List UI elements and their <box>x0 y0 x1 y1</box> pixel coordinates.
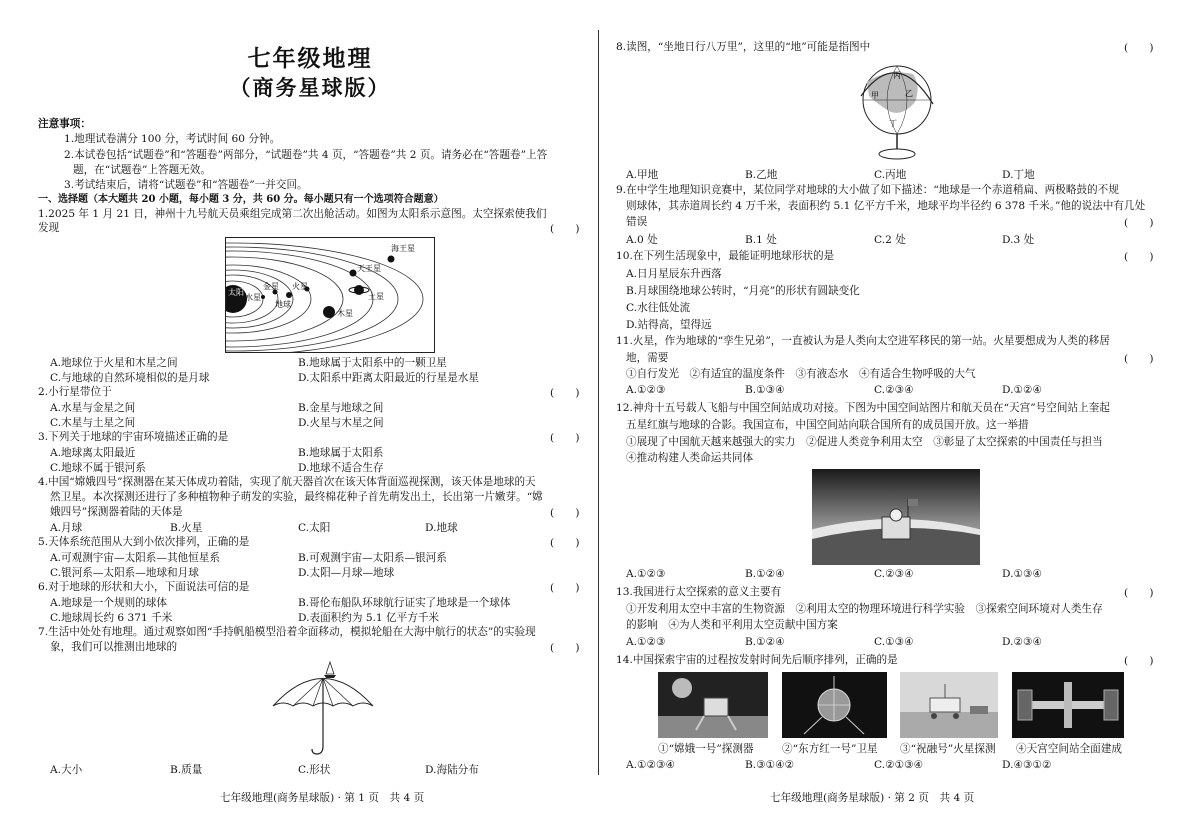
earth-mark <box>286 292 292 298</box>
answer-paren: ( ) <box>1124 217 1154 229</box>
q10-option-b[interactable]: B.月球围绕地球公转时，“月亮”的形状有圆缺变化 <box>626 285 860 297</box>
q3-option-c[interactable]: C.地球不属于银河系 <box>50 462 146 474</box>
q2-option-c[interactable]: C.木星与土星之间 <box>50 417 136 429</box>
question-3: 3.下列关于地球的宇宙环境描述正确的是 <box>38 431 229 443</box>
answer-paren: ( ) <box>1124 251 1154 263</box>
q1-option-a[interactable]: A.地球位于火星和木星之间 <box>50 357 178 369</box>
saturn-label: 土星 <box>368 292 384 301</box>
q14-option-c[interactable]: C.②①③④ <box>874 759 924 771</box>
question-8: 8.读图，“坐地日行八万里”，这里的“地”可能是指图中 <box>616 41 871 53</box>
umbrella-illustration <box>268 656 378 760</box>
q6-option-a[interactable]: A.地球是一个规则的球体 <box>50 597 167 609</box>
page-footer: 七年级地理(商务星球版) · 第 1 页 共 4 页 <box>220 792 425 804</box>
earth-label: 地球 <box>275 300 291 309</box>
q14-option-d[interactable]: D.④③①② <box>1002 759 1052 771</box>
q8-option-b[interactable]: B.乙地 <box>745 169 778 181</box>
q4-option-d[interactable]: D.地球 <box>425 522 458 534</box>
section-heading: 一、选择题（本大题共 20 小题，每小题 3 分，共 60 分。每小题只有一个选项符合题意） <box>38 194 444 205</box>
q10-option-d[interactable]: D.站得高，望得远 <box>626 319 712 331</box>
question-9-cont: 错误 <box>626 216 648 228</box>
q14-caption-4: ④天宫空间站全面建成 <box>1016 743 1122 755</box>
question-12-cont: 五星红旗与地球的合影。我国宣布，中国空间站向联合国所有的成员国开放。这一举措 <box>626 419 1029 431</box>
question-9-cont: 则球体，其赤道周长约 4 万千米，表面积约 5.1 亿平方千米，地球平均半径约 6 378 千米。”他的说法中有几处 <box>626 200 1146 212</box>
question-1: 1.2025 年 1 月 21 日，神州十九号航天员乘组完成第二次出舱活动。如图为太阳系示意图。太空探索使我们 <box>38 208 547 220</box>
jupiter-mark <box>323 306 335 318</box>
answer-paren: ( ) <box>550 642 580 654</box>
globe-label-bing: 丙 <box>893 71 901 80</box>
question-12-items: ④推动构建人类命运共同体 <box>626 452 754 464</box>
zhurong-photo <box>900 672 998 738</box>
question-13-items: 的影响 ④为人类和平利用太空贡献中国方案 <box>626 619 838 631</box>
q5-option-b[interactable]: B.可观测宇宙—太阳系—银河系 <box>298 552 447 564</box>
question-12-items: ①展现了中国航天越来越强大的实力 ②促进人类竞争利用太空 ③彰显了太空探索的中国责任与担当 <box>626 436 1103 448</box>
notice-heading: 注意事项： <box>38 118 91 130</box>
q2-option-d[interactable]: D.火星与木星之间 <box>298 417 384 429</box>
q10-option-c[interactable]: C.水往低处流 <box>626 302 691 314</box>
q7-option-d[interactable]: D.海陆分布 <box>425 764 479 776</box>
q1-option-d[interactable]: D.太阳系中距离太阳最近的行星是水星 <box>298 372 479 384</box>
mercury-label: 水星 <box>245 293 261 302</box>
answer-paren: ( ) <box>550 582 580 594</box>
q2-option-b[interactable]: B.金星与地球之间 <box>298 402 384 414</box>
question-11-cont: 地，需要 <box>626 352 669 364</box>
q3-option-b[interactable]: B.地球属于太阳系 <box>298 447 384 459</box>
left-page <box>30 0 590 837</box>
q6-option-b[interactable]: B.哥伦布船队环球航行证实了地球是一个球体 <box>298 597 511 609</box>
sun-label: 太阳 <box>228 288 244 297</box>
mars-label: 火星 <box>292 282 308 291</box>
q11-option-a[interactable]: A.①②③ <box>626 384 666 396</box>
q4-option-b[interactable]: B.火星 <box>170 522 203 534</box>
question-2: 2.小行星带位于 <box>38 386 112 398</box>
notice-line: 1.地理试卷满分 100 分，考试时间 60 分钟。 <box>64 133 281 145</box>
q11-option-b[interactable]: B.①③④ <box>745 384 785 396</box>
q12-option-d[interactable]: D.①③④ <box>1002 568 1042 580</box>
question-11: 11.火星，作为地球的“孪生兄弟”，一直被认为是人类向太空进军移民的第一站。火星要想成为人类的移居 <box>616 335 1110 347</box>
sailboat-icon <box>326 662 334 674</box>
answer-paren: ( ) <box>1124 587 1154 599</box>
q8-option-d[interactable]: D.丁地 <box>1002 169 1035 181</box>
q9-option-b[interactable]: B.1 处 <box>745 234 777 246</box>
q7-option-b[interactable]: B.质量 <box>170 764 203 776</box>
q13-option-a[interactable]: A.①②③ <box>626 636 666 648</box>
q14-option-b[interactable]: B.③①④② <box>745 759 795 771</box>
q13-option-d[interactable]: D.②③④ <box>1002 636 1042 648</box>
question-4-cont: 然卫星。本次探测还进行了多种植物种子萌发的实验，最终棉花种子首先萌发出土，长出第一片嫩芽。“嫦 <box>50 491 543 503</box>
q8-option-c[interactable]: C.丙地 <box>874 169 907 181</box>
q13-option-c[interactable]: C.①③④ <box>874 636 914 648</box>
q7-option-c[interactable]: C.形状 <box>298 764 331 776</box>
q5-option-d[interactable]: D.太阳—月球—地球 <box>298 567 395 579</box>
answer-paren: ( ) <box>550 387 580 399</box>
exam-subtitle: （商务星球版） <box>229 75 391 100</box>
q12-option-b[interactable]: B.①②④ <box>745 568 785 580</box>
question-4-cont: 娥四号”探测器着陆的天体是 <box>50 506 183 518</box>
answer-paren: ( ) <box>1124 353 1154 365</box>
notice-line: 3.考试结束后，请将“试题卷”和“答题卷”一并交回。 <box>64 179 308 191</box>
solar-system-diagram <box>225 237 435 353</box>
dongfanghong-photo <box>782 672 887 738</box>
q9-option-c[interactable]: C.2 处 <box>874 234 906 246</box>
globe-label-yi: 乙 <box>905 89 913 98</box>
q14-caption-3: ③“祝融号”火星探测 <box>900 743 996 755</box>
page-footer: 七年级地理(商务星球版) · 第 2 页 共 4 页 <box>770 792 975 804</box>
space-station-photo <box>812 469 980 565</box>
q14-caption-2: ②“东方红一号”卫星 <box>782 743 878 755</box>
jupiter-label: 木星 <box>337 309 353 318</box>
notice-line: 题，在“试题卷”上答题无效。 <box>73 164 211 176</box>
q11-option-d[interactable]: D.①②④ <box>1002 384 1042 396</box>
uranus-label: 天王星 <box>357 264 381 273</box>
q9-option-a[interactable]: A.0 处 <box>626 234 658 246</box>
q12-option-a[interactable]: A.①②③ <box>626 568 666 580</box>
q10-option-a[interactable]: A.日月星辰东升西落 <box>626 268 722 280</box>
uranus-mark <box>350 270 357 277</box>
q2-option-a[interactable]: A.水星与金星之间 <box>50 402 136 414</box>
question-5: 5.天体系统范围从大到小依次排列，正确的是 <box>38 536 250 548</box>
q3-option-d[interactable]: D.地球不适合生存 <box>298 462 384 474</box>
answer-paren: ( ) <box>550 223 580 235</box>
neptune-mark <box>388 256 395 263</box>
page-divider <box>598 30 599 775</box>
question-1-cont: 发现 <box>38 222 60 234</box>
answer-paren: ( ) <box>1124 42 1154 54</box>
q4-option-c[interactable]: C.太阳 <box>298 522 331 534</box>
question-9: 9.在中学生地理知识竞赛中，某位同学对地球的大小做了如下描述：“地球是一个赤道稍扁、两极略鼓的不规 <box>616 184 1119 196</box>
right-page <box>612 0 1184 837</box>
q12-option-c[interactable]: C.②③④ <box>874 568 914 580</box>
q4-option-a[interactable]: A.月球 <box>50 522 83 534</box>
q5-option-a[interactable]: A.可观测宇宙—太阳系—其他恒星系 <box>50 552 220 564</box>
q8-option-a[interactable]: A.甲地 <box>626 169 659 181</box>
tiangong-photo <box>1012 672 1124 738</box>
question-13-items: ①开发利用太空中丰富的生物资源 ②利用太空的物理环境进行科学实验 ③探索空间环境对人类生存 <box>626 603 1103 615</box>
globe-illustration <box>857 56 937 164</box>
question-4: 4.中国“嫦娥四号”探测器在某天体成功着陆，实现了航天器首次在该天体背面巡视探测，该天体是地球的天 <box>38 476 536 488</box>
question-7-cont: 象，我们可以推测出地球的 <box>50 641 178 653</box>
q14-caption-1: ①“嫦娥一号”探测器 <box>658 743 754 755</box>
answer-paren: ( ) <box>550 537 580 549</box>
notice-line: 2.本试卷包括“试题卷”和“答题卷”两部分，“试题卷”共 4 页，“答题卷”共 2 页。请务必在“答题卷”上答 <box>64 149 548 161</box>
q3-option-a[interactable]: A.地球离太阳最近 <box>50 447 136 459</box>
question-7: 7.生活中处处有地理。通过观察如图“手持帆船模型沿着伞面移动，模拟轮船在大海中航行的状态”的实验现 <box>38 626 536 638</box>
question-14: 14.中国探索宇宙的过程按发射时间先后顺序排列，正确的是 <box>616 654 898 666</box>
q1-option-c[interactable]: C.与地球的自然环境相似的是月球 <box>50 372 210 384</box>
answer-paren: ( ) <box>550 432 580 444</box>
exam-title: 七年级地理 <box>247 45 373 72</box>
answer-paren: ( ) <box>550 507 580 519</box>
q7-option-a[interactable]: A.大小 <box>50 764 83 776</box>
venus-label: 金星 <box>263 282 279 291</box>
question-13: 13.我国进行太空探索的意义主要有 <box>616 586 782 598</box>
answer-paren: ( ) <box>1124 655 1154 667</box>
q1-option-b[interactable]: B.地球属于太阳系中的一颗卫星 <box>298 357 447 369</box>
change-1-photo <box>658 672 768 738</box>
neptune-label: 海王星 <box>391 244 415 253</box>
mercury-mark <box>261 295 265 299</box>
q6-option-c[interactable]: C.地球周长约 6 371 千米 <box>50 612 173 624</box>
globe-label-jia: 甲 <box>871 91 879 100</box>
question-6: 6.对于地球的形状和大小，下面说法可信的是 <box>38 581 250 593</box>
q14-option-a[interactable]: A.①②③④ <box>626 759 676 771</box>
question-10: 10.在下列生活现象中，最能证明地球形状的是 <box>616 250 835 262</box>
globe-label-ding: 丁 <box>889 119 897 128</box>
q11-option-c[interactable]: C.②③④ <box>874 384 914 396</box>
q13-option-b[interactable]: B.①②④ <box>745 636 785 648</box>
question-11-items: ①自行发光 ②有适宜的温度条件 ③有液态水 ④有适合生物呼吸的大气 <box>626 368 976 380</box>
q6-option-d[interactable]: D.表面积约为 5.1 亿平方千米 <box>298 612 440 624</box>
q9-option-d[interactable]: D.3 处 <box>1002 234 1035 246</box>
question-12: 12.神舟十五号载人飞船与中国空间站成功对接。下图为中国空间站图片和航天员在“天宫”号空间站上奎起 <box>616 402 1110 414</box>
q5-option-c[interactable]: C.银河系—太阳系—地球和月球 <box>50 567 199 579</box>
